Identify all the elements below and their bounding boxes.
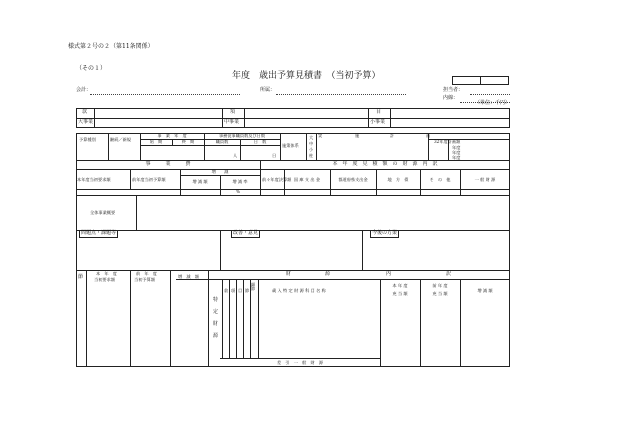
zougen-small: 増 減 額	[477, 288, 493, 293]
chu-jigyo-label: 中事業	[224, 119, 240, 125]
small-head-saisetsu: 細節	[251, 282, 256, 292]
jigyohi-head: 事 業 費	[145, 161, 191, 167]
b4-v7	[243, 279, 244, 358]
unit-label: （単位：千円）	[475, 100, 511, 106]
shisaku-taikei: 施策体系	[282, 143, 299, 148]
plan32-label: 32年度計画額	[434, 139, 461, 144]
form-id: 様式第２号の２（第11条関係）	[68, 43, 154, 50]
small-head-kan: 款	[224, 288, 229, 293]
b1-v7	[306, 133, 307, 160]
b1-v1	[108, 133, 109, 160]
tokutei-3: 財	[213, 321, 219, 327]
kaishi: 始 期	[149, 139, 163, 144]
tokutei-2: 定	[213, 309, 219, 315]
dai-jigyo-label: 大事業	[78, 119, 94, 125]
tantousha-label: 担当者：	[443, 87, 464, 93]
b1-row-c	[140, 145, 280, 146]
kan-div5	[390, 108, 391, 128]
shozoku-line	[276, 94, 406, 95]
b2-row2	[76, 189, 510, 190]
kaku-char: 画	[426, 133, 431, 138]
kan-div1	[94, 108, 95, 128]
tokutei-1: 特	[213, 297, 219, 303]
zougen-head: 増 減	[211, 169, 229, 174]
shozoku-label: 所属：	[260, 87, 276, 93]
uchiwake-wake: 訳	[446, 271, 452, 277]
b3-v2	[362, 230, 363, 270]
taikei-chu: 中	[309, 141, 314, 146]
b4-v4	[222, 279, 223, 358]
kou-label: 項	[230, 109, 236, 115]
zougen-gaku: 増 減 額	[192, 179, 208, 184]
kaikei-line	[90, 94, 240, 95]
sashihiki-label: 差 引 一 般 財 源	[276, 360, 324, 365]
b4-v3	[208, 270, 209, 367]
todofuken-head: 都道府県支出金	[338, 177, 368, 182]
b4-v9	[258, 279, 259, 358]
plan-nendo-2: 年度	[452, 150, 461, 155]
yosan-shubetsu: 予算種別	[79, 137, 96, 142]
ippan-head: 一 般 財 源	[474, 177, 496, 182]
zennendo-label: 前 年 度	[136, 271, 157, 276]
b1-v8	[316, 133, 317, 160]
honnendo-label: 本 年 度	[96, 271, 117, 276]
zennendo-yosan: 前年度当初予算額	[132, 177, 166, 182]
honnendo-juto-2: 充 当 額	[392, 291, 408, 296]
kokko-head: 国 庫 支 出 金	[293, 177, 321, 182]
kaikei-label: 会計：	[76, 87, 92, 93]
taikei-sho: 小	[309, 147, 314, 152]
kan-label: 款	[82, 109, 88, 115]
kan-div3	[244, 108, 245, 128]
tantousha-line	[470, 94, 510, 95]
kei-char: 計	[390, 133, 395, 138]
jisshi-char: 実	[318, 133, 323, 138]
b2-row-values	[76, 195, 510, 196]
kan-div2	[222, 108, 223, 128]
b4-v1	[130, 270, 131, 367]
b4-sashihiki-top	[220, 358, 380, 359]
chihousai-head: 地 方 債	[387, 177, 409, 182]
nissu: 日 数	[253, 139, 267, 144]
nichi-unit: 日	[272, 153, 277, 158]
small-head-setsu: 節	[245, 288, 250, 293]
page-title: 年度 歳出予算見積書 （当初予算）	[232, 71, 381, 81]
plan-nendo-3: 年度	[452, 155, 461, 160]
honnendo-juto-1: 本 年 度	[392, 283, 408, 288]
b3-v1	[220, 230, 221, 270]
kongo-label: 今後の方策	[372, 230, 398, 236]
kan-table-mid	[76, 118, 510, 119]
zennendo-label-2: 当初予算額	[134, 277, 155, 282]
jigyo-nendo: 事 業 年 度	[157, 133, 187, 138]
kan-div4	[368, 108, 369, 128]
sho-jigyo-label: 小事業	[370, 119, 386, 125]
tokutei-4: 源	[213, 333, 219, 339]
b4-v6	[236, 279, 237, 358]
small-head-moku: 目	[238, 288, 243, 293]
b2-v-zentai	[136, 195, 137, 230]
moku-label: 目	[376, 109, 382, 115]
b1-v6	[280, 133, 281, 160]
sonota-head: そ の 他	[429, 177, 451, 182]
zentai-label: 全体事業概要	[90, 210, 116, 215]
mondaiten-label: 問題点・課題等	[81, 230, 117, 236]
taikei-hashira: 柱	[309, 153, 314, 158]
percent-sign: %	[236, 189, 240, 194]
b2-v3	[220, 175, 221, 195]
tokutei-kamoku-label: 歳 入 特 定 財 源 科 目 名 称	[272, 288, 326, 293]
nin-unit: 人	[233, 153, 238, 158]
naisen-label: 内線：	[443, 95, 459, 101]
kessan-head: 前々年度決算額	[262, 177, 292, 182]
small-head-kou: 項	[231, 288, 236, 293]
shuki: 終 期	[181, 139, 195, 144]
zennendo-juto-1: 前 年 度	[432, 283, 448, 288]
uchiwake-uchi: 内	[386, 271, 392, 277]
shisaku-char: 施	[355, 133, 360, 138]
b4-v2	[170, 270, 171, 367]
taikei-dai: 大	[309, 135, 314, 140]
setsu-label: 節	[78, 274, 84, 280]
zaigen-gen: 源	[325, 271, 331, 277]
plan-nendo-1: 年度	[452, 145, 461, 150]
b2-row1	[76, 169, 510, 170]
zaigen-zai: 財	[286, 271, 292, 277]
b2-row3	[76, 230, 510, 231]
zougen-ritsu: 増 減 率	[232, 179, 248, 184]
honnendo-yokyu: 本年度当初要求額	[77, 177, 111, 182]
b2-v1	[130, 169, 131, 189]
stamp-divider	[480, 76, 481, 85]
page-marker: （その１）	[76, 65, 107, 72]
mitsumori-naiyaku-head: 本 年 度 見 積 額 の 財 源 内 訳	[332, 161, 438, 167]
shokuinsu: 職員数	[215, 139, 229, 144]
zennendo-juto-2: 充 当 額	[432, 291, 448, 296]
b1-bottom	[76, 160, 510, 161]
honnendo-label-2: 当初要求額	[94, 277, 115, 282]
kaizen-label: 改善・意見	[233, 230, 259, 236]
b4-v5	[229, 279, 230, 358]
keizoku-shinki: 継続／新規	[110, 137, 131, 142]
zougengaku-label: 増 減 額	[178, 274, 199, 279]
b4-v-setsu	[86, 270, 87, 367]
jigyo-nissu: 事務従事職員数及び日数	[218, 133, 266, 138]
